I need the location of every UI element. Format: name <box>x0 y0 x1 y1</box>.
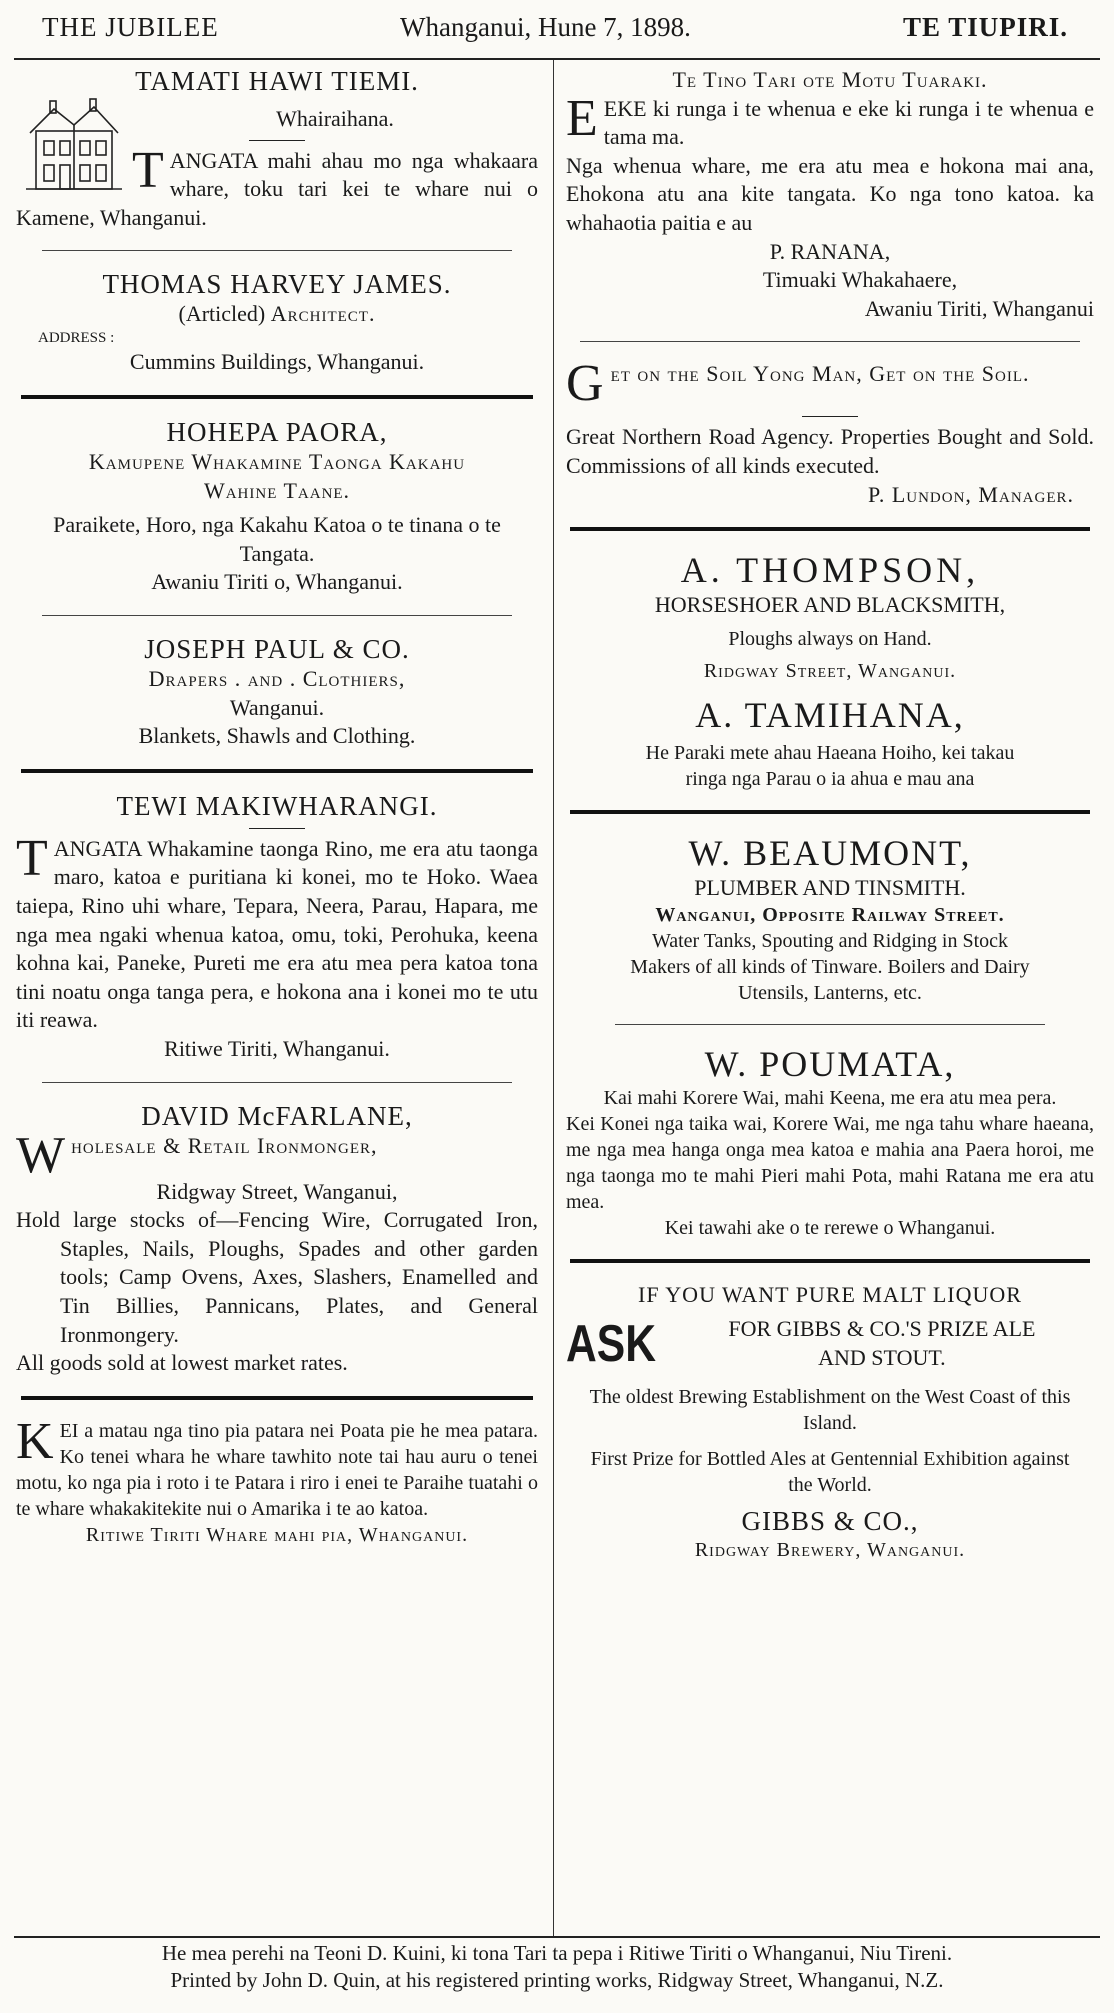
ad-name: W. BEAUMONT, <box>688 832 972 873</box>
ad-offer: FOR GIBBS & CO.'S PRIZE ALE <box>728 1316 1036 1342</box>
right-column <box>566 66 1094 1563</box>
ad-street: Ridgway Street, Wanganui, <box>156 1178 398 1204</box>
ad-role: Whairaihana. <box>276 106 394 131</box>
ad-address: Kei tawahi ake o te rerewe o Whanganui. <box>664 1217 996 1240</box>
footer-rule <box>14 1936 1100 1938</box>
masthead <box>0 0 1114 56</box>
ad-a-tamihana <box>566 694 1094 792</box>
ad-body: ANGATA mahi ahau mo nga whakaara whare, toku tari kei te whare nui o Kamene, Whanganui. <box>16 147 538 230</box>
column-divider <box>553 60 554 1936</box>
ad-name: TAMATI HAWI TIEMI. <box>135 66 419 96</box>
ad-body: He Paraki mete ahau Haeana Hoiho, kei takau ringa nga Parau o ia ahua e mau ana <box>645 741 1015 790</box>
ad-body: ANGATA Whakamine taonga Rino, me era atu taonga maro, katoa e puritiana ki konei, mo te Hoko. Waea taiepa, Rino uhi whare, Tepara, Neera, Parau, Hapara, me nga mea ngaki whenua katoa, omu, toki, Perohuka, keena kohna kai, Paneke, Pureti me era atu mea pera katoa tona tini noatu onga tanga pera, e hokona ana i konei mo te utu iti reawa. <box>16 835 538 1033</box>
ad-address: Awaniu Tiriti, Whanganui <box>864 295 1094 321</box>
ad-profession: Architect. <box>270 301 376 327</box>
ad-trade: Kamupene Whakamine Taonga Kakahu <box>88 449 466 475</box>
ad-address: Ritiwe Tiriti Whare mahi pia, Whanganui. <box>85 1523 469 1546</box>
short-rule <box>249 828 305 829</box>
ad-body: Great Northern Road Agency. Properties Bought and Sold. Commissions of all kinds executed. <box>566 424 1094 478</box>
ad-name: GIBBS & CO., <box>741 1505 919 1536</box>
ad-tamati-hawi-tiemi <box>16 66 538 232</box>
divider <box>570 810 1090 814</box>
ad-great-northern-road-agency <box>566 423 1094 509</box>
ad-trade-cont: Wahine Taane. <box>203 477 351 503</box>
ad-name: A. THOMPSON, <box>680 550 980 591</box>
ad-signatory: P. RANANA, <box>769 238 891 264</box>
divider <box>21 1396 533 1400</box>
drop-cap: G <box>566 355 605 413</box>
ad-headline: IF YOU WANT PURE MALT LIQUOR <box>638 1282 1022 1308</box>
ad-trade: PLUMBER AND TINSMITH. <box>694 874 966 900</box>
drop-cap: T <box>132 141 164 199</box>
issue-date: Whanganui, Hune 7, 1898. <box>400 12 691 42</box>
address-label: ADDRESS : <box>38 329 115 346</box>
left-column <box>16 66 538 1548</box>
ad-line: Ploughs always on Hand. <box>728 627 932 650</box>
ad-address: Awaniu Tiriti o, Whanganui. <box>151 569 403 595</box>
divider <box>42 1082 512 1083</box>
ad-trade: HORSESHOER AND BLACKSMITH, <box>654 592 1006 618</box>
ad-address: Ridgway Brewery, Wanganui. <box>694 1538 966 1561</box>
drop-cap: K <box>16 1412 54 1470</box>
ad-david-mcfarlane <box>16 1101 538 1378</box>
ad-signatory-role: Timuaki Whakahaere, <box>762 267 958 293</box>
ad-award: First Prize for Bottled Ales at Gentennial Exhibition against the World. <box>590 1447 1070 1496</box>
divider <box>21 395 533 399</box>
divider <box>570 1259 1090 1263</box>
ad-name: JOSEPH PAUL & CO. <box>144 634 410 665</box>
ad-body: Hold large stocks of—Fencing Wire, Corrugated Iron, Staples, Nails, Ploughs, Spades and other garden tools; Camp Ovens, Axes, Slashers, Enamelled and Tin Billies, Pannicans, Plates, and General Ironmongery. <box>16 1207 538 1347</box>
ad-signatory: P. Lundon, Manager. <box>868 481 1074 507</box>
ad-offer-cont: AND STOUT. <box>818 1344 946 1370</box>
ad-name: DAVID McFARLANE, <box>141 1100 413 1131</box>
short-rule <box>249 140 305 141</box>
ad-name: TEWI MAKIWHARANGI. <box>116 790 438 821</box>
ad-qualifier: (Articled) <box>178 301 266 327</box>
ad-body-cont: Nga whenua whare, me era atu mea e hokona mai ana, Ehokona atu ana kite tangata. Ko nga tono katoa. ka whahaotia paitia e au <box>566 152 1094 235</box>
ad-slogan: et on the Soil Yong Man, Get on the Soil. <box>610 361 1030 387</box>
ad-body: Kai mahi Korere Wai, mahi Keena, me era atu mea pera. <box>603 1087 1057 1110</box>
ad-joseph-paul <box>16 634 538 751</box>
divider <box>615 1024 1045 1025</box>
ad-body: EI a matau nga tino pia patara nei Poata pie he mea patara. Ko tenei whara he whare tawhito note tai hau auru o tenei motu, ko nga pia i roto i te Patara i riro i enei te Paraihe tuatahi o te whare whakakitekite nui o Amarika i te ao katoa. <box>16 1419 538 1520</box>
ad-name: THOMAS HARVEY JAMES. <box>102 269 452 300</box>
paper-title-maori: TE TIUPIRI. <box>902 12 1068 42</box>
ad-address: Wanganui, Opposite Railway Street. <box>655 904 1005 927</box>
ad-w-poumata <box>566 1043 1094 1241</box>
divider <box>570 527 1090 531</box>
ask-wordmark: ASK <box>566 1314 657 1373</box>
ad-w-beaumont <box>566 832 1094 1007</box>
ad-trade: Drapers . and . Clothiers, <box>148 666 406 692</box>
divider <box>42 250 512 251</box>
imprint <box>0 1940 1114 1995</box>
ad-name: A. TAMIHANA, <box>695 694 965 735</box>
ad-body: EKE ki runga i te whenua e eke ki runga i te whenua e tama ma. <box>603 95 1094 150</box>
divider <box>42 615 512 616</box>
imprint-english: Printed by John D. Quin, at his registered printing works, Ridgway Street, Whanganui, N.Z. <box>170 1968 944 1993</box>
ad-gibbs-and-co <box>566 1281 1094 1563</box>
ad-line-1: Water Tanks, Spouting and Ridging in Stock <box>651 930 1009 953</box>
ad-tail: All goods sold at lowest market rates. <box>16 1350 348 1376</box>
ad-body-cont: Kei Konei nga taika wai, Korere Wai, me nga tahu whare haeana, me nga mea hanga onga mea katoa e mahia ana Paera horoi, me nga taonga mo te mahi Pieri mahi Pota, mahi Ratana me era atu mea. <box>566 1113 1094 1214</box>
drop-cap: W <box>16 1126 66 1184</box>
ad-bottled-beer <box>16 1412 538 1548</box>
ad-address: Ritiwe Tiriti, Whanganui. <box>164 1035 390 1061</box>
ad-address: Cummins Buildings, Whanganui. <box>129 349 425 375</box>
ad-town: Wanganui. <box>229 694 325 720</box>
ad-trade: holesale & Retail Ironmonger, <box>71 1132 378 1158</box>
ad-get-on-the-soil <box>566 355 1094 413</box>
ad-line-2: Makers of all kinds of Tinware. Boilers and Dairy <box>630 956 1030 979</box>
ad-body: The oldest Brewing Establishment on the West Coast of this Island. <box>589 1385 1071 1434</box>
divider <box>580 341 1080 342</box>
ad-goods: Blankets, Shawls and Clothing. <box>138 723 416 749</box>
short-rule <box>802 416 858 417</box>
ad-hohepa-paora <box>16 417 538 597</box>
ad-land-agency-maori <box>566 66 1094 323</box>
ad-tewi-makiwharangi <box>16 791 538 1064</box>
ad-address: Ridgway Street, Wanganui. <box>703 659 957 682</box>
divider <box>21 769 533 773</box>
ad-body: Paraikete, Horo, nga Kakahu Katoa o te tinana o te Tangata. <box>53 512 501 566</box>
paper-title-english: THE JUBILEE <box>42 12 219 42</box>
ad-name: W. POUMATA, <box>704 1044 956 1085</box>
ad-thomas-harvey-james <box>16 269 538 377</box>
drop-cap: E <box>566 89 598 147</box>
drop-cap: T <box>16 829 48 887</box>
ad-line-3: Utensils, Lanterns, etc. <box>738 982 922 1005</box>
ad-name: HOHEPA PAORA, <box>166 417 388 448</box>
ad-title: Te Tino Tari ote Motu Tuaraki. <box>672 67 988 92</box>
header-rule <box>14 58 1100 60</box>
house-illustration-icon <box>24 97 124 193</box>
ad-a-thompson <box>566 549 1094 684</box>
imprint-maori: He mea perehi na Teoni D. Kuini, ki tona Tari ta pepa i Ritiwe Tiriti o Whanganui, Niu Tireni. <box>161 1941 953 1965</box>
